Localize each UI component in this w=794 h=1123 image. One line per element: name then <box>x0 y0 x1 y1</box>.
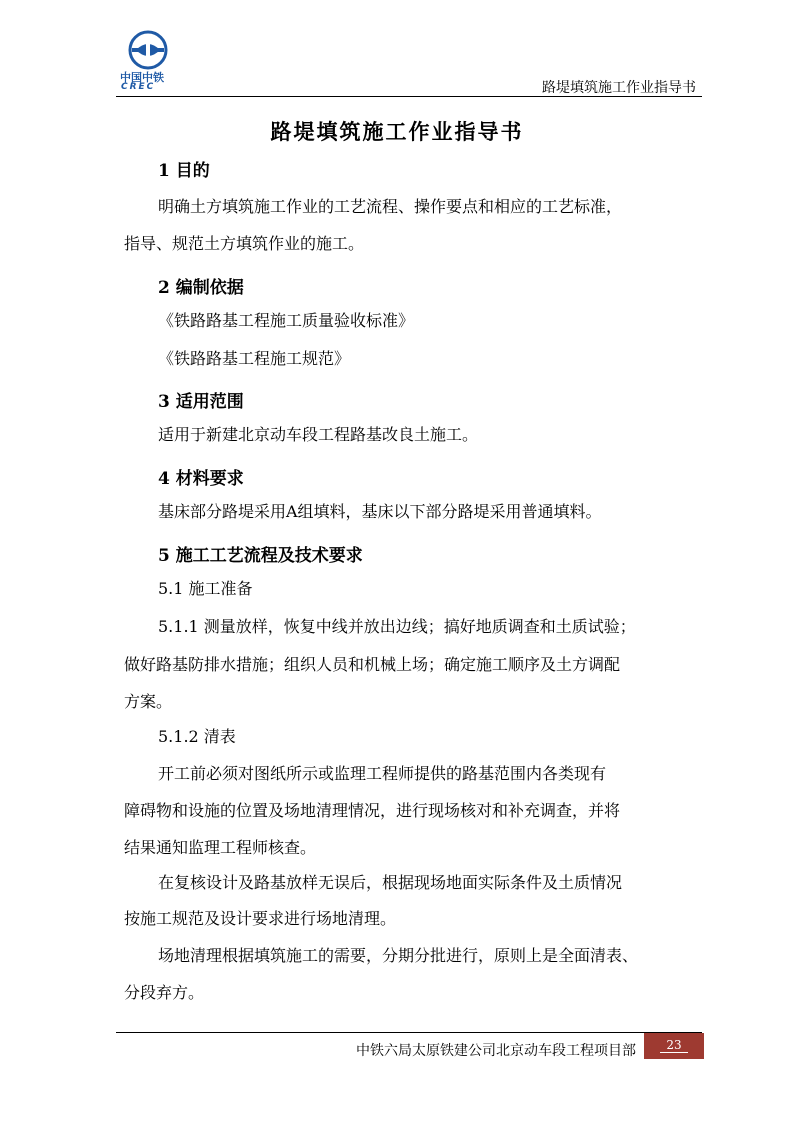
subsection-5-1-heading: 5.1 施工准备 <box>158 579 253 598</box>
clearing-paragraph-2-line-2: 按施工规范及设计要求进行场地清理。 <box>124 909 397 928</box>
clearing-paragraph-1-line-3: 结果通知监理工程师核查。 <box>124 838 317 857</box>
subsection-5-1-1-line-3: 方案。 <box>124 692 173 711</box>
subsection-5-1-2-heading: 5.1.2 清表 <box>158 727 236 746</box>
page-number-box <box>644 1033 704 1059</box>
clearing-paragraph-2-line-1: 在复核设计及路基放样无误后，根据现场地面实际条件及土质情况 <box>158 873 623 892</box>
logo-chinese-text: 中国中铁 <box>120 71 164 84</box>
clearing-paragraph-1-line-2: 障碍物和设施的位置及场地清理情况，进行现场核对和补充调查，并将 <box>124 801 621 820</box>
section-5-heading: 5 施工工艺流程及技术要求 <box>158 546 363 566</box>
header-title: 路堤填筑施工作业指导书 <box>542 80 696 96</box>
section-2-reference-2: 《铁路路基工程施工规范》 <box>158 349 351 368</box>
section-2-reference-1: 《铁路路基工程施工质量验收标准》 <box>158 311 415 330</box>
clearing-paragraph-1-line-1: 开工前必须对图纸所示或监理工程师提供的路基范围内各类现有 <box>158 764 607 783</box>
page-number: 23 <box>660 1038 687 1053</box>
section-2-heading: 2 编制依据 <box>158 278 244 298</box>
section-4-heading: 4 材料要求 <box>158 469 244 489</box>
subsection-5-1-1-line-2: 做好路基防排水措施；组织人员和机械上场；确定施工顺序及土方调配 <box>124 655 621 674</box>
section-1-heading: 1 目的 <box>158 161 210 181</box>
header-divider <box>116 96 702 97</box>
footer-organization: 中铁六局太原铁建公司北京动车段工程项目部 <box>356 1043 636 1059</box>
logo-english-text: CREC <box>121 82 156 92</box>
section-3-paragraph: 适用于新建北京动车段工程路基改良土施工。 <box>158 425 479 444</box>
section-4-paragraph: 基床部分路堤采用A组填料，基床以下部分路堤采用普通填料。 <box>158 502 602 521</box>
section-1-paragraph-line-2: 指导、规范土方填筑作业的施工。 <box>124 234 365 253</box>
section-3-heading: 3 适用范围 <box>158 392 244 412</box>
section-1-paragraph-line-1: 明确土方填筑施工作业的工艺流程、操作要点和相应的工艺标准， <box>158 197 623 216</box>
subsection-5-1-1-line-1: 5.1.1 测量放样，恢复中线并放出边线；搞好地质调查和土质试验； <box>158 617 636 636</box>
document-title: 路堤填筑施工作业指导书 <box>270 119 524 144</box>
clearing-paragraph-3-line-1: 场地清理根据填筑施工的需要，分期分批进行，原则上是全面清表、 <box>158 946 639 965</box>
clearing-paragraph-3-line-2: 分段弃方。 <box>124 983 205 1002</box>
footer-divider <box>116 1032 702 1033</box>
